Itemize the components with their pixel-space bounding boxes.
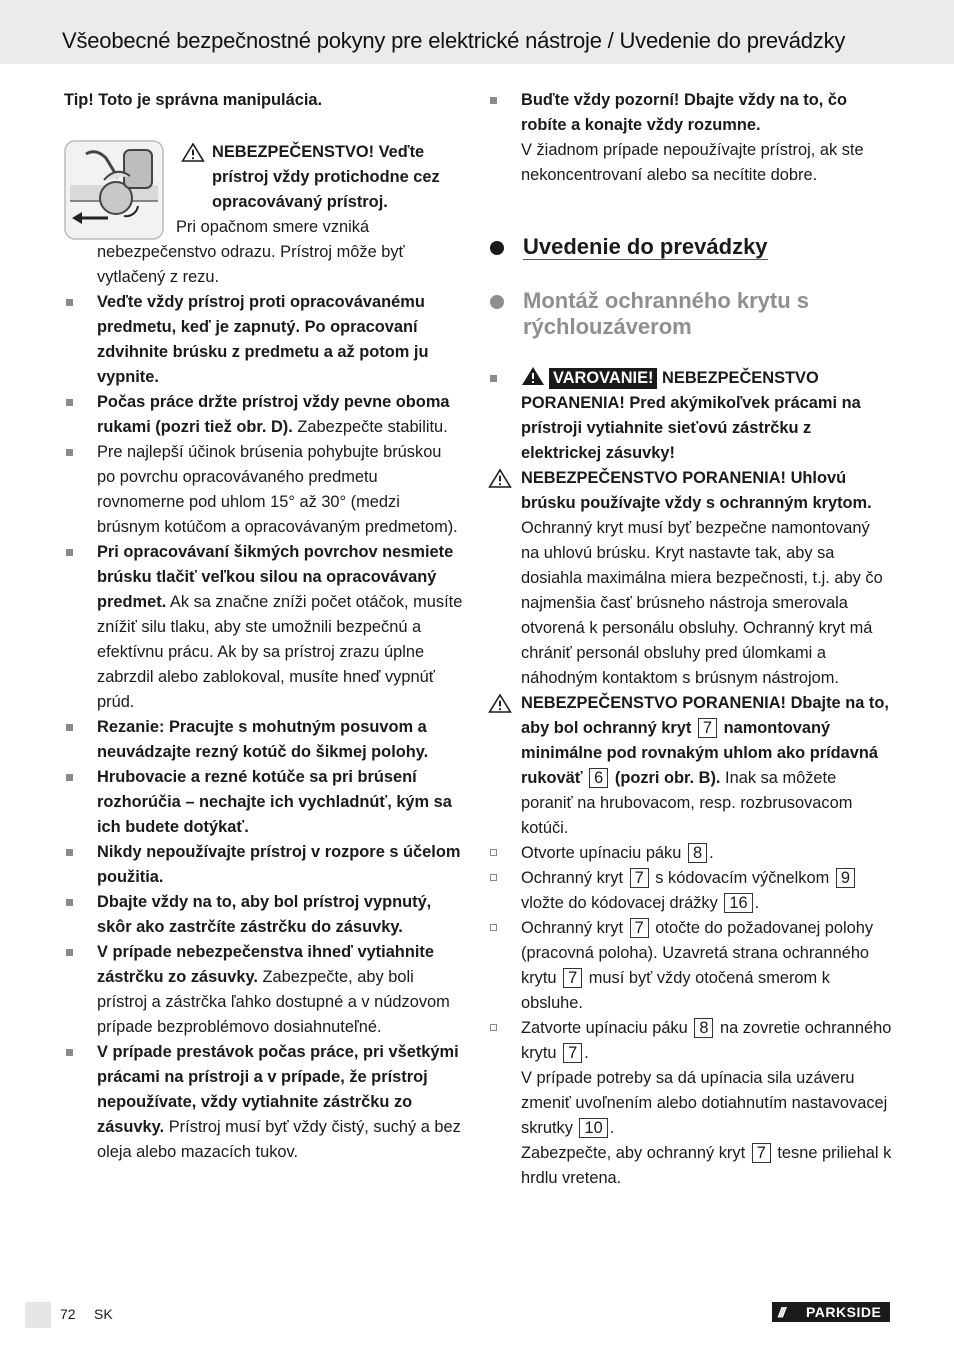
list-item: Buďte vždy pozorní! Dbajte vždy na to, čo robíte a konajte vždy rozumne. V žiadnom prípade nepoužívajte prístroj, ak ste nekoncentrovaní alebo sa necítite dobre. <box>488 88 892 188</box>
danger-heading: NEBEZPEČENSTVO! Veďte prístroj vždy protichodne cez opracovávaný prístroj. <box>212 143 440 211</box>
step-item: Ochranný kryt 7 otočte do požadovanej polohy (pracovná poloha). Uzavretá strana ochranného krytu 7 musí byť vždy otočená smerom k obsluhe. <box>488 916 892 1016</box>
bullet-square-icon <box>66 899 73 906</box>
step-checkbox-icon <box>490 874 497 881</box>
warning-triangle-icon <box>488 694 512 713</box>
left-column <box>64 88 464 1165</box>
part-number: 7 <box>563 968 582 988</box>
list-item: Dbajte vždy na to, aby bol prístroj vypnutý, skôr ako zastrčíte zástrčku do zásuvky. <box>64 890 464 940</box>
list-item: Počas práce držte prístroj vždy pevne oboma rukami (pozri tiež obr. D). Zabezpečte stabilitu. <box>64 390 464 440</box>
bullet-square-icon <box>66 949 73 956</box>
bullet-square-icon <box>66 299 73 306</box>
part-number: 7 <box>698 718 717 738</box>
danger-block <box>64 140 464 290</box>
part-number: 6 <box>589 768 608 788</box>
page-footer <box>0 1300 954 1330</box>
step-item: Zatvorte upínaciu páku 8 na zovretie ochranného krytu 7 . V prípade potreby sa dá upínacia sila uzáveru zmeniť uvoľnením alebo dotiahnutím nastavovacej skrutky 10 . Zabezpečte, aby ochranný kryt 7 tesne priliehal k hrdlu vretena. <box>488 1016 892 1191</box>
warning-triangle-icon <box>521 366 545 386</box>
list-item: Pri opracovávaní šikmých povrchov nesmiete brúsku tlačiť veľkou silou na opracovávaný predmet. Ak sa značne zníži počet otáčok, musíte znížiť silu tlaku, aby ste umožnili bezpečnú a efektívnu prácu. Ak by sa prístroj zrazu úplne zabrzdil alebo zablokoval, musíte hneď vypnúť prúd. <box>64 540 464 715</box>
language-code: SK <box>94 1306 113 1322</box>
page-number-box <box>25 1302 51 1328</box>
part-number: 9 <box>836 868 855 888</box>
part-number: 10 <box>579 1118 607 1138</box>
step-checkbox-icon <box>490 849 497 856</box>
bullet-square-icon <box>66 399 73 406</box>
list-item: Veďte vždy prístroj proti opracovávanému predmetu, keď je zapnutý. Po opracovaní zdvihnite brúsku z predmetu a až potom ju vypnite. <box>64 290 464 390</box>
page-number: 72 <box>60 1306 76 1322</box>
list-item: Rezanie: Pracujte s mohutným posuvom a neuvádzajte rezný kotúč do šikmej polohy. <box>64 715 464 765</box>
warning-item: VAROVANIE! NEBEZPEČENSTVO PORANENIA! Pred akýmikoľvek prácami na prístroji vytiahnite sieťovú zástrčku z elektrickej zásuvky! <box>488 366 892 466</box>
step-checkbox-icon <box>490 1024 497 1031</box>
part-number: 8 <box>688 843 707 863</box>
right-column <box>488 88 892 1191</box>
list-item: V prípade nebezpečenstva ihneď vytiahnite zástrčku zo zásuvky. Zabezpečte, aby boli prístroj a zástrčka ľahko dostupné a v núdzovom prípade bezproblémovo dosiahnuteľné. <box>64 940 464 1040</box>
list-item: V prípade prestávok počas práce, pri všetkými prácami na prístroji a v prípade, že prístroj nepoužívate, vždy vytiahnite zástrčku zo zásuvky. Prístroj musí byť vždy čistý, suchý a bez oleja alebo mazacích tukov. <box>64 1040 464 1165</box>
bullet-square-icon <box>66 549 73 556</box>
list-item: Nikdy nepoužívajte prístroj v rozpore s účelom použitia. <box>64 840 464 890</box>
step-item: Otvorte upínaciu páku 8 . <box>488 841 892 866</box>
list-item: Hrubovacie a rezné kotúče sa pri brúsení rozhorúčia – nechajte ich vychladnúť, kým sa ich budete dotýkať. <box>64 765 464 840</box>
bullet-square-icon <box>66 724 73 731</box>
part-number: 16 <box>724 893 752 913</box>
page-header <box>0 0 954 64</box>
bullet-square-icon <box>66 774 73 781</box>
left-bullet-list <box>64 290 464 1165</box>
parkside-logo: /// PARKSIDE <box>772 1302 890 1322</box>
heading-dot-icon <box>490 295 504 309</box>
warning-triangle-icon <box>181 143 205 162</box>
warning-badge: VAROVANIE! <box>549 368 657 389</box>
danger-item: NEBEZPEČENSTVO PORANENIA! Dbajte na to, aby bol ochranný kryt 7 namontovaný minimálne pod rovnakým uhlom ako prídavná rukoväť 6 (pozri obr. B). Inak sa môžete poraniť na hrubovacom, resp. rozbrusovacom kotúči. <box>488 691 892 841</box>
grinder-usage-illustration <box>64 140 164 240</box>
danger-text: Pri opačnom smere vzniká nebezpečenstvo odrazu. Prístroj môže byť vytlačený z rezu. <box>97 218 405 286</box>
list-item: Pre najlepší účinok brúsenia pohybujte brúskou po povrchu opracovávaného predmetu rovnomerne pod uhlom 15° až 30° (medzi brúsnym kotúčom a opracovávaným predmetom). <box>64 440 464 540</box>
step-item: Ochranný kryt 7 s kódovacím výčnelkom 9 vložte do kódovacej drážky 16 . <box>488 866 892 916</box>
part-number: 7 <box>630 918 649 938</box>
bullet-square-icon <box>490 97 497 104</box>
danger-item: NEBEZPEČENSTVO PORANENIA! Uhlovú brúsku používajte vždy s ochranným krytom. Ochranný kryt musí byť bezpečne namontovaný na uhlovú brúsku. Kryt nastavte tak, aby sa dosiahla maximálna miera bezpečnosti, t.j. aby čo najmenšia časť brúsneho nástroja smerovala otvorená k personálu obsluhy. Ochranný kryt má chrániť personál obsluhy pred úlomkami a náhodným kontaktom s brúsnym nástrojom. <box>488 466 892 691</box>
warning-triangle-icon <box>488 469 512 488</box>
step-checkbox-icon <box>490 924 497 931</box>
bullet-square-icon <box>66 1049 73 1056</box>
part-number: 7 <box>630 868 649 888</box>
part-number: 7 <box>563 1043 582 1063</box>
bullet-square-icon <box>490 375 497 382</box>
page-title: Všeobecné bezpečnostné pokyny pre elektrické nástroje / Uvedenie do prevádzky <box>62 28 846 53</box>
tip-text: Tip! Toto je správna manipulácia. <box>64 91 323 109</box>
bullet-square-icon <box>66 849 73 856</box>
part-number: 7 <box>752 1143 771 1163</box>
section-heading-guard-mounting: Montáž ochranného krytu s rýchlouzáverom <box>488 288 892 340</box>
part-number: 8 <box>694 1018 713 1038</box>
bullet-square-icon <box>66 449 73 456</box>
heading-dot-icon <box>490 241 504 255</box>
section-heading-commissioning: Uvedenie do prevádzky <box>488 234 892 260</box>
